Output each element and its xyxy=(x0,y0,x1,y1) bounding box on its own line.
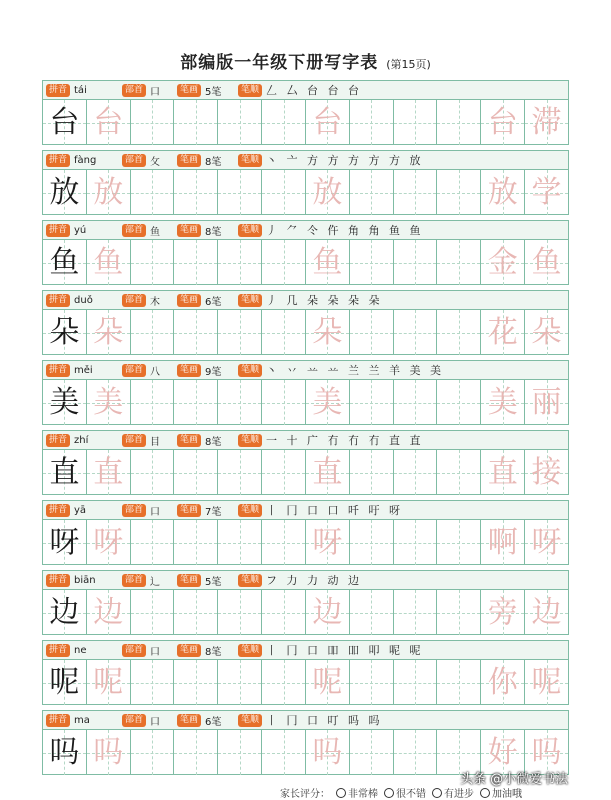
model-character: 鱼 xyxy=(49,244,80,280)
strokes-tag: 笔画 xyxy=(177,224,201,237)
stroke-order: 丿 ⺈ 仒 仵 角 角 鱼 鱼 xyxy=(266,224,424,237)
radical-value: 八 xyxy=(150,366,161,378)
strokes-value: 8笔 xyxy=(205,646,222,658)
trace-character: 台 xyxy=(93,104,124,140)
writing-cell[interactable] xyxy=(350,660,394,705)
radical-tag: 部首 xyxy=(122,434,146,447)
character-info-bar xyxy=(43,641,568,660)
strokes-value: 5笔 xyxy=(205,576,222,588)
writing-cell[interactable] xyxy=(262,170,306,215)
writing-cell[interactable] xyxy=(306,520,350,565)
rating-option-2[interactable]: 很不错 xyxy=(384,785,426,800)
parent-rating xyxy=(280,785,522,800)
writing-cell[interactable] xyxy=(87,660,131,705)
pinyin-tag: 拼音 xyxy=(46,434,70,447)
writing-cell[interactable] xyxy=(174,310,218,355)
writing-cell[interactable] xyxy=(262,240,306,285)
page-title xyxy=(0,48,611,73)
writing-cell[interactable] xyxy=(394,240,438,285)
trace-character: 花 xyxy=(487,314,518,350)
radical-tag: 部首 xyxy=(122,84,146,97)
writing-cell[interactable] xyxy=(481,170,525,215)
writing-cell[interactable] xyxy=(306,240,350,285)
writing-cell[interactable] xyxy=(43,240,87,285)
stroke-order: 一 十 广 冇 冇 冇 直 直 xyxy=(266,434,424,447)
writing-cells xyxy=(43,730,568,775)
writing-cell[interactable] xyxy=(262,590,306,635)
strokes-tag: 笔画 xyxy=(177,154,201,167)
trace-character: 朵 xyxy=(93,314,124,350)
character-row xyxy=(42,430,569,495)
writing-cell[interactable] xyxy=(306,450,350,495)
writing-cell[interactable] xyxy=(350,520,394,565)
character-row xyxy=(42,150,569,215)
writing-cell[interactable] xyxy=(525,520,568,565)
model-character: 台 xyxy=(49,104,80,140)
writing-cell[interactable] xyxy=(306,170,350,215)
writing-cell[interactable] xyxy=(87,240,131,285)
writing-cell[interactable] xyxy=(350,730,394,775)
writing-cell[interactable] xyxy=(218,240,262,285)
writing-cell[interactable] xyxy=(394,450,438,495)
stroke-order: 丶 丷 䒑 䒑 兰 兰 羊 美 美 xyxy=(266,364,444,377)
page-number: (第15页) xyxy=(386,58,431,71)
trace-character: 呢 xyxy=(93,664,124,700)
trace-character: 好 xyxy=(487,734,518,770)
writing-cell[interactable] xyxy=(262,660,306,705)
pinyin-tag: 拼音 xyxy=(46,224,70,237)
writing-cell[interactable] xyxy=(218,590,262,635)
pinyin-tag: 拼音 xyxy=(46,574,70,587)
writing-cell[interactable] xyxy=(525,730,568,775)
writing-cell[interactable] xyxy=(525,240,568,285)
rating-option-1[interactable]: 非常棒 xyxy=(336,785,378,800)
trace-character: 你 xyxy=(487,664,518,700)
writing-cells xyxy=(43,310,568,355)
title-text: 部编版一年级下册写字表 xyxy=(180,53,379,73)
writing-cell[interactable] xyxy=(174,590,218,635)
writing-cell[interactable] xyxy=(87,590,131,635)
writing-cell[interactable] xyxy=(43,590,87,635)
character-info-bar xyxy=(43,431,568,450)
writing-cell[interactable] xyxy=(437,310,481,355)
trace-character: 放 xyxy=(93,174,124,210)
writing-cell[interactable] xyxy=(350,170,394,215)
writing-cell[interactable] xyxy=(174,450,218,495)
pinyin-value: yā xyxy=(74,504,87,516)
pinyin-value: měi xyxy=(74,364,93,376)
trace-character: 鱼 xyxy=(531,244,562,280)
writing-cells xyxy=(43,660,568,705)
radical-tag: 部首 xyxy=(122,154,146,167)
stroke-order: 𠃋 厶 台 台 台 xyxy=(266,84,363,97)
writing-cell[interactable] xyxy=(174,170,218,215)
writing-cell[interactable] xyxy=(306,590,350,635)
strokes-tag: 笔画 xyxy=(177,714,201,727)
writing-cell[interactable] xyxy=(394,520,438,565)
radical-value: 口 xyxy=(150,506,161,518)
trace-character: 鱼 xyxy=(312,244,343,280)
writing-cell[interactable] xyxy=(437,520,481,565)
writing-cell[interactable] xyxy=(306,100,350,145)
stroke-order: 丨 冂 口 吅 吅 叩 呢 呢 xyxy=(266,644,424,657)
writing-cell[interactable] xyxy=(481,590,525,635)
writing-cell[interactable] xyxy=(481,240,525,285)
writing-cell[interactable] xyxy=(174,240,218,285)
writing-cell[interactable] xyxy=(87,520,131,565)
writing-cell[interactable] xyxy=(350,450,394,495)
writing-cell[interactable] xyxy=(174,380,218,425)
strokes-value: 6笔 xyxy=(205,296,222,308)
rating-option-4[interactable]: 加油哦 xyxy=(480,785,522,800)
writing-cell[interactable] xyxy=(131,450,175,495)
order-tag: 笔顺 xyxy=(238,84,262,97)
pinyin-value: fàng xyxy=(74,154,97,166)
writing-cell[interactable] xyxy=(174,100,218,145)
trace-character: 放 xyxy=(312,174,343,210)
order-tag: 笔顺 xyxy=(238,574,262,587)
order-tag: 笔顺 xyxy=(238,224,262,237)
model-character: 呀 xyxy=(49,524,80,560)
trace-character: 旁 xyxy=(487,594,518,630)
writing-cell[interactable] xyxy=(437,240,481,285)
trace-character: 呀 xyxy=(93,524,124,560)
trace-character: 吗 xyxy=(312,734,343,770)
pinyin-tag: 拼音 xyxy=(46,644,70,657)
writing-cell[interactable] xyxy=(350,310,394,355)
writing-cell[interactable] xyxy=(87,450,131,495)
radical-value: 口 xyxy=(150,646,161,658)
writing-cell[interactable] xyxy=(218,170,262,215)
radio-circle-icon[interactable] xyxy=(480,788,490,798)
character-row xyxy=(42,570,569,635)
trace-character: 边 xyxy=(531,594,562,630)
writing-cell[interactable] xyxy=(87,380,131,425)
radical-value: 辶 xyxy=(150,576,161,588)
model-character: 吗 xyxy=(49,734,80,770)
writing-cell[interactable] xyxy=(218,380,262,425)
order-tag: 笔顺 xyxy=(238,154,262,167)
pinyin-tag: 拼音 xyxy=(46,364,70,377)
writing-cell[interactable] xyxy=(87,730,131,775)
writing-cells xyxy=(43,240,568,285)
stroke-order: 丶 亠 方 方 方 方 方 放 xyxy=(266,154,424,167)
watermark: 头条 @小微爱书法 xyxy=(460,772,569,787)
radical-tag: 部首 xyxy=(122,714,146,727)
model-character: 边 xyxy=(49,594,80,630)
writing-cell[interactable] xyxy=(43,310,87,355)
character-info-bar xyxy=(43,501,568,520)
writing-cell[interactable] xyxy=(525,380,568,425)
writing-cell[interactable] xyxy=(87,100,131,145)
writing-cell[interactable] xyxy=(131,240,175,285)
strokes-value: 5笔 xyxy=(205,86,222,98)
order-tag: 笔顺 xyxy=(238,504,262,517)
writing-cell[interactable] xyxy=(350,590,394,635)
trace-character: 边 xyxy=(312,594,343,630)
writing-cell[interactable] xyxy=(218,660,262,705)
strokes-tag: 笔画 xyxy=(177,84,201,97)
strokes-value: 8笔 xyxy=(205,436,222,448)
writing-cell[interactable] xyxy=(394,730,438,775)
trace-character: 吗 xyxy=(93,734,124,770)
strokes-value: 8笔 xyxy=(205,156,222,168)
writing-cell[interactable] xyxy=(218,100,262,145)
trace-character: 吗 xyxy=(531,734,562,770)
writing-cell[interactable] xyxy=(481,730,525,775)
character-info-bar xyxy=(43,151,568,170)
pinyin-tag: 拼音 xyxy=(46,84,70,97)
writing-cell[interactable] xyxy=(43,100,87,145)
writing-cell[interactable] xyxy=(174,520,218,565)
character-info-bar xyxy=(43,81,568,100)
writing-cell[interactable] xyxy=(43,520,87,565)
trace-character: 美 xyxy=(312,384,343,420)
writing-cell[interactable] xyxy=(262,730,306,775)
order-tag: 笔顺 xyxy=(238,434,262,447)
radical-tag: 部首 xyxy=(122,504,146,517)
writing-cell[interactable] xyxy=(525,450,568,495)
strokes-tag: 笔画 xyxy=(177,504,201,517)
model-character: 放 xyxy=(49,174,80,210)
stroke-order: フ 力 力 动 边 xyxy=(266,574,363,587)
strokes-value: 7笔 xyxy=(205,506,222,518)
model-character: 美 xyxy=(49,384,80,420)
pinyin-tag: 拼音 xyxy=(46,504,70,517)
trace-character: 呢 xyxy=(531,664,562,700)
writing-cell[interactable] xyxy=(131,310,175,355)
strokes-tag: 笔画 xyxy=(177,574,201,587)
character-row xyxy=(42,360,569,425)
writing-cell[interactable] xyxy=(525,660,568,705)
strokes-tag: 笔画 xyxy=(177,294,201,307)
writing-cell[interactable] xyxy=(481,660,525,705)
writing-cell[interactable] xyxy=(87,310,131,355)
pinyin-value: duǒ xyxy=(74,294,93,306)
writing-cell[interactable] xyxy=(394,380,438,425)
writing-cell[interactable] xyxy=(437,590,481,635)
strokes-tag: 笔画 xyxy=(177,434,201,447)
pinyin-value: tái xyxy=(74,84,87,96)
writing-cell[interactable] xyxy=(481,450,525,495)
writing-cell[interactable] xyxy=(131,380,175,425)
trace-character: 接 xyxy=(531,454,562,490)
writing-cell[interactable] xyxy=(525,170,568,215)
pinyin-value: ma xyxy=(74,714,90,726)
order-tag: 笔顺 xyxy=(238,364,262,377)
trace-character: 美 xyxy=(487,384,518,420)
writing-cell[interactable] xyxy=(218,730,262,775)
trace-character: 学 xyxy=(531,174,562,210)
trace-character: 朵 xyxy=(531,314,562,350)
writing-cell[interactable] xyxy=(43,660,87,705)
writing-cell[interactable] xyxy=(262,380,306,425)
radical-value: 口 xyxy=(150,86,161,98)
writing-cell[interactable] xyxy=(394,660,438,705)
writing-cell[interactable] xyxy=(43,730,87,775)
writing-cell[interactable] xyxy=(437,660,481,705)
trace-character: 直 xyxy=(487,454,518,490)
character-row xyxy=(42,640,569,705)
radical-value: 木 xyxy=(150,296,161,308)
radio-circle-icon[interactable] xyxy=(384,788,394,798)
writing-cell[interactable] xyxy=(481,520,525,565)
character-row xyxy=(42,290,569,355)
order-tag: 笔顺 xyxy=(238,294,262,307)
writing-cells xyxy=(43,520,568,565)
writing-cell[interactable] xyxy=(394,170,438,215)
writing-cell[interactable] xyxy=(350,240,394,285)
writing-cell[interactable] xyxy=(131,730,175,775)
model-character: 呢 xyxy=(49,664,80,700)
stroke-order: 丨 冂 口 口 吀 吁 呀 xyxy=(266,504,403,517)
radical-tag: 部首 xyxy=(122,644,146,657)
writing-cells xyxy=(43,590,568,635)
writing-cell[interactable] xyxy=(306,730,350,775)
character-row xyxy=(42,220,569,285)
radical-tag: 部首 xyxy=(122,224,146,237)
writing-cell[interactable] xyxy=(131,520,175,565)
writing-cell[interactable] xyxy=(262,310,306,355)
trace-character: 呀 xyxy=(531,524,562,560)
writing-cell[interactable] xyxy=(43,170,87,215)
radical-value: 目 xyxy=(150,436,161,448)
stroke-order: 丨 冂 口 叮 吗 吗 xyxy=(266,714,383,727)
writing-cell[interactable] xyxy=(262,450,306,495)
order-tag: 笔顺 xyxy=(238,644,262,657)
radical-value: 鱼 xyxy=(150,226,161,238)
character-info-bar xyxy=(43,221,568,240)
writing-cell[interactable] xyxy=(131,170,175,215)
trace-character: 滞 xyxy=(531,104,562,140)
writing-cell[interactable] xyxy=(306,380,350,425)
character-info-bar xyxy=(43,711,568,730)
pinyin-value: yú xyxy=(74,224,87,236)
character-row xyxy=(42,710,569,775)
writing-cell[interactable] xyxy=(437,100,481,145)
trace-character: 台 xyxy=(487,104,518,140)
character-info-bar xyxy=(43,571,568,590)
character-row xyxy=(42,500,569,565)
model-character: 直 xyxy=(49,454,80,490)
writing-cell[interactable] xyxy=(87,170,131,215)
writing-cell[interactable] xyxy=(394,100,438,145)
order-tag: 笔顺 xyxy=(238,714,262,727)
character-row xyxy=(42,80,569,145)
radio-circle-icon[interactable] xyxy=(336,788,346,798)
writing-cell[interactable] xyxy=(306,660,350,705)
writing-cell[interactable] xyxy=(43,380,87,425)
pinyin-value: biān xyxy=(74,574,96,586)
trace-character: 边 xyxy=(93,594,124,630)
strokes-value: 6笔 xyxy=(205,716,222,728)
writing-cell[interactable] xyxy=(218,520,262,565)
strokes-tag: 笔画 xyxy=(177,644,201,657)
trace-character: 美 xyxy=(93,384,124,420)
writing-cell[interactable] xyxy=(131,660,175,705)
writing-cell[interactable] xyxy=(481,100,525,145)
writing-cell[interactable] xyxy=(43,450,87,495)
strokes-value: 8笔 xyxy=(205,226,222,238)
trace-character: 丽 xyxy=(531,384,562,420)
trace-character: 放 xyxy=(487,174,518,210)
writing-cell[interactable] xyxy=(218,450,262,495)
writing-cell[interactable] xyxy=(394,310,438,355)
writing-cells xyxy=(43,100,568,145)
writing-cell[interactable] xyxy=(306,310,350,355)
writing-cell[interactable] xyxy=(525,590,568,635)
writing-cell[interactable] xyxy=(437,380,481,425)
pinyin-tag: 拼音 xyxy=(46,714,70,727)
writing-cell[interactable] xyxy=(394,590,438,635)
trace-character: 鱼 xyxy=(93,244,124,280)
writing-cells xyxy=(43,170,568,215)
pinyin-tag: 拼音 xyxy=(46,154,70,167)
writing-cell[interactable] xyxy=(525,100,568,145)
writing-grid xyxy=(42,80,569,780)
trace-character: 直 xyxy=(93,454,124,490)
writing-cell[interactable] xyxy=(174,660,218,705)
radical-tag: 部首 xyxy=(122,294,146,307)
trace-character: 台 xyxy=(312,104,343,140)
writing-cell[interactable] xyxy=(350,380,394,425)
pinyin-tag: 拼音 xyxy=(46,294,70,307)
writing-cells xyxy=(43,450,568,495)
trace-character: 直 xyxy=(312,454,343,490)
writing-cell[interactable] xyxy=(350,100,394,145)
trace-character: 呀 xyxy=(312,524,343,560)
writing-cell[interactable] xyxy=(262,520,306,565)
strokes-tag: 笔画 xyxy=(177,364,201,377)
radical-tag: 部首 xyxy=(122,574,146,587)
writing-cell[interactable] xyxy=(481,380,525,425)
radio-circle-icon[interactable] xyxy=(432,788,442,798)
model-character: 朵 xyxy=(49,314,80,350)
writing-cell[interactable] xyxy=(437,450,481,495)
radical-value: 口 xyxy=(150,716,161,728)
rating-option-3[interactable]: 有进步 xyxy=(432,785,474,800)
trace-character: 朵 xyxy=(312,314,343,350)
writing-cell[interactable] xyxy=(262,100,306,145)
character-info-bar xyxy=(43,361,568,380)
trace-character: 啊 xyxy=(487,524,518,560)
writing-cell[interactable] xyxy=(131,590,175,635)
radical-value: 攵 xyxy=(150,156,161,168)
pinyin-value: ne xyxy=(74,644,87,656)
trace-character: 呢 xyxy=(312,664,343,700)
writing-cells xyxy=(43,380,568,425)
rating-label: 家长评分： xyxy=(280,789,330,800)
stroke-order: 丿 几 朵 朵 朵 朵 xyxy=(266,294,383,307)
pinyin-value: zhí xyxy=(74,434,89,446)
radical-tag: 部首 xyxy=(122,364,146,377)
writing-cell[interactable] xyxy=(481,310,525,355)
writing-cell[interactable] xyxy=(218,310,262,355)
writing-cell[interactable] xyxy=(131,100,175,145)
character-info-bar xyxy=(43,291,568,310)
writing-cell[interactable] xyxy=(174,730,218,775)
trace-character: 金 xyxy=(487,244,518,280)
writing-cell[interactable] xyxy=(437,170,481,215)
writing-cell[interactable] xyxy=(525,310,568,355)
strokes-value: 9笔 xyxy=(205,366,222,378)
